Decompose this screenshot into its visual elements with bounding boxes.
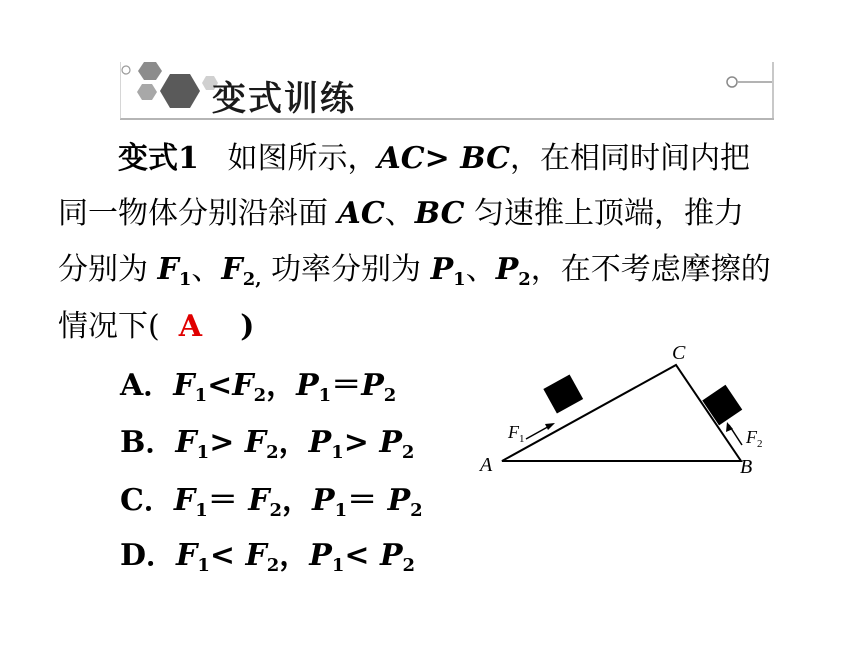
option-d: D．$F_1< F_2$，$P_1< P_2$ <box>120 538 416 576</box>
label-f2: $F_2$ <box>746 427 763 450</box>
question-line-3: 分别为 $F_1$、$F_{2,}$ 功率分别为 $P_1$、$P_2$，在不考虑摩擦的 <box>58 252 771 290</box>
question-line-2: 同一物体分别沿斜面 AC、BC 匀速推上顶端，推力 <box>58 196 745 231</box>
label-c: C <box>672 342 686 364</box>
label-a: A <box>480 454 493 476</box>
label-b: B <box>740 456 753 478</box>
question-label: 变式1 <box>118 141 199 176</box>
answer-text: A <box>178 309 203 344</box>
option-a: A．$F_1<F_2$，$P_1=P_2$ <box>120 368 397 406</box>
question-line-4: 情况下( A ) <box>58 309 255 344</box>
incline-diagram <box>470 335 790 485</box>
arrow-f1-head <box>545 423 555 430</box>
option-b: B．$F_1> F_2$，$P_1> P_2$ <box>120 425 415 463</box>
option-c: C．$F_1= F_2$，$P_1= P_2$ <box>120 483 423 521</box>
incline-svg <box>470 335 790 485</box>
label-f1: $F_1$ <box>508 422 525 445</box>
question-line-1: 变式1 如图所示，AC> BC，在相同时间内把 <box>118 141 751 176</box>
block-on-bc <box>702 385 742 426</box>
banner-title: 变式训练 <box>212 79 356 119</box>
triangle-abc <box>502 365 741 461</box>
block-on-ac <box>543 374 583 413</box>
